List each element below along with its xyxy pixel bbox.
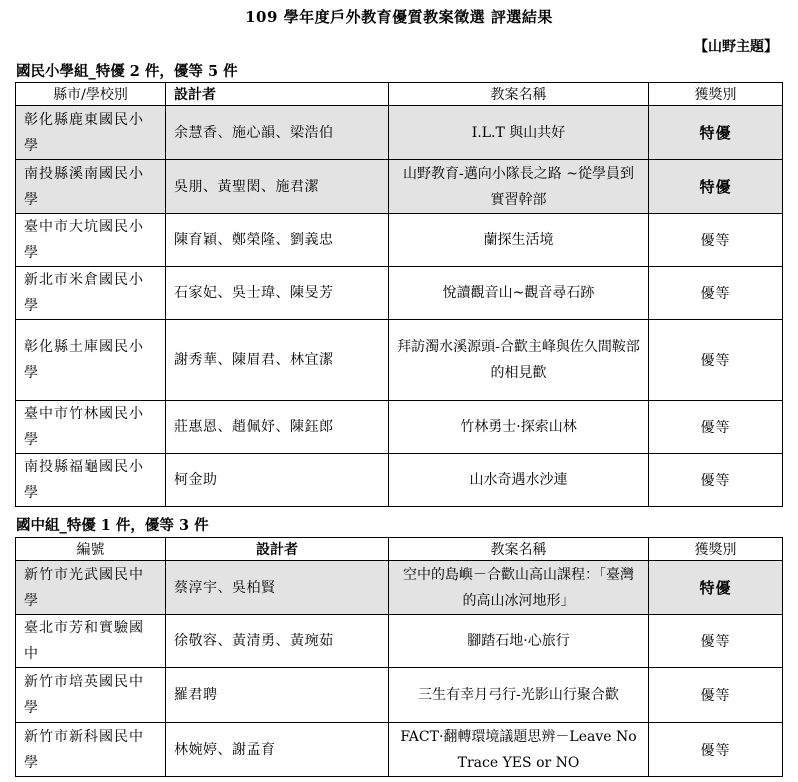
header-plan: 教案名稱 [389,83,649,106]
award-cell: 特優 [649,160,783,214]
document-title: 109 學年度戶外教育優質教案徵選 評選結果 [245,8,553,26]
award-cell: 特優 [649,106,783,160]
school-cell: 新竹市培英國民中學 [16,668,166,723]
table-row [16,106,783,160]
plan-cell: 蘭探生活境 [389,214,649,267]
plan-cell: 竹林勇士·探索山林 [389,401,649,454]
award-cell: 特優 [649,561,783,615]
designer-cell: 徐敬容、黃清勇、黃琬茹 [166,615,389,668]
junior-section-title: 國中組_特優 1 件，優等 3 件 [16,517,209,534]
table-row [16,454,783,507]
award-cell: 優等 [649,723,783,777]
table-row [16,214,783,267]
elementary-results-table [15,82,783,507]
school-cell: 臺北市芳和實驗國中 [16,615,166,668]
award-cell: 優等 [649,214,783,267]
header-number: 編號 [16,538,166,561]
table-row [16,723,783,777]
plan-cell: 三生有幸月弓行-光影山行聚合歡 [389,668,649,723]
designer-cell: 余慧香、施心韻、梁浩伯 [166,106,389,160]
table-header-row [16,538,783,561]
school-cell: 臺中市大坑國民小學 [16,214,166,267]
designer-cell: 陳育穎、鄭榮隆、劉義忠 [166,214,389,267]
school-cell: 南投縣福龜國民小學 [16,454,166,507]
plan-cell: 山野教育-邁向小隊長之路 ~從學員到實習幹部 [389,160,649,214]
table-header-row [16,83,783,106]
table-row [16,267,783,320]
designer-cell: 羅君聘 [166,668,389,723]
header-award: 獲獎別 [649,538,783,561]
plan-cell: I.L.T 與山共好 [389,106,649,160]
header-award: 獲獎別 [649,83,783,106]
header-school: 縣市/學校別 [16,83,166,106]
award-cell: 優等 [649,615,783,668]
elementary-section-title: 國民小學組_特優 2 件，優等 5 件 [16,63,238,80]
plan-cell: 山水奇遇水沙連 [389,454,649,507]
school-cell: 新竹市光武國民中學 [16,561,166,615]
table-row [16,615,783,668]
plan-cell: 腳踏石地·心旅行 [389,615,649,668]
designer-cell: 石家妃、吳士瑋、陳旻芳 [166,267,389,320]
plan-cell: FACT·翻轉環境議題思辨－Leave No Trace YES or NO [389,723,649,777]
designer-cell: 謝秀華、陳眉君、林宜潔 [166,320,389,401]
school-cell: 彰化縣土庫國民小學 [16,320,166,401]
plan-cell: 拜訪濁水溪源頭-合歡主峰與佐久間鞍部的相見歡 [389,320,649,401]
junior-results-table [15,537,783,777]
designer-cell: 莊惠恩、趙佩妤、陳鈺郎 [166,401,389,454]
theme-tag: 【山野主題】 [694,39,778,55]
table-row [16,160,783,214]
award-cell: 優等 [649,401,783,454]
award-cell: 優等 [649,320,783,401]
award-cell: 優等 [649,267,783,320]
designer-cell: 林婉婷、謝孟育 [166,723,389,777]
header-plan: 教案名稱 [389,538,649,561]
designer-cell: 蔡淳宇、吳柏賢 [166,561,389,615]
designer-cell: 吳朋、黃聖閎、施君潔 [166,160,389,214]
award-cell: 優等 [649,454,783,507]
plan-cell: 空中的島嶼－合歡山高山課程：「臺灣的高山冰河地形」 [389,561,649,615]
table-row [16,401,783,454]
plan-cell: 悅讀觀音山~觀音尋石跡 [389,267,649,320]
award-cell: 優等 [649,668,783,723]
table-row [16,320,783,401]
school-cell: 新北市米倉國民小學 [16,267,166,320]
table-row [16,668,783,723]
header-designer: 設計者 [166,83,389,106]
school-cell: 彰化縣鹿東國民小學 [16,106,166,160]
header-designer: 設計者 [166,538,389,561]
designer-cell: 柯金助 [166,454,389,507]
school-cell: 南投縣溪南國民小學 [16,160,166,214]
school-cell: 臺中市竹林國民小學 [16,401,166,454]
school-cell: 新竹市新科國民中學 [16,723,166,777]
table-row [16,561,783,615]
